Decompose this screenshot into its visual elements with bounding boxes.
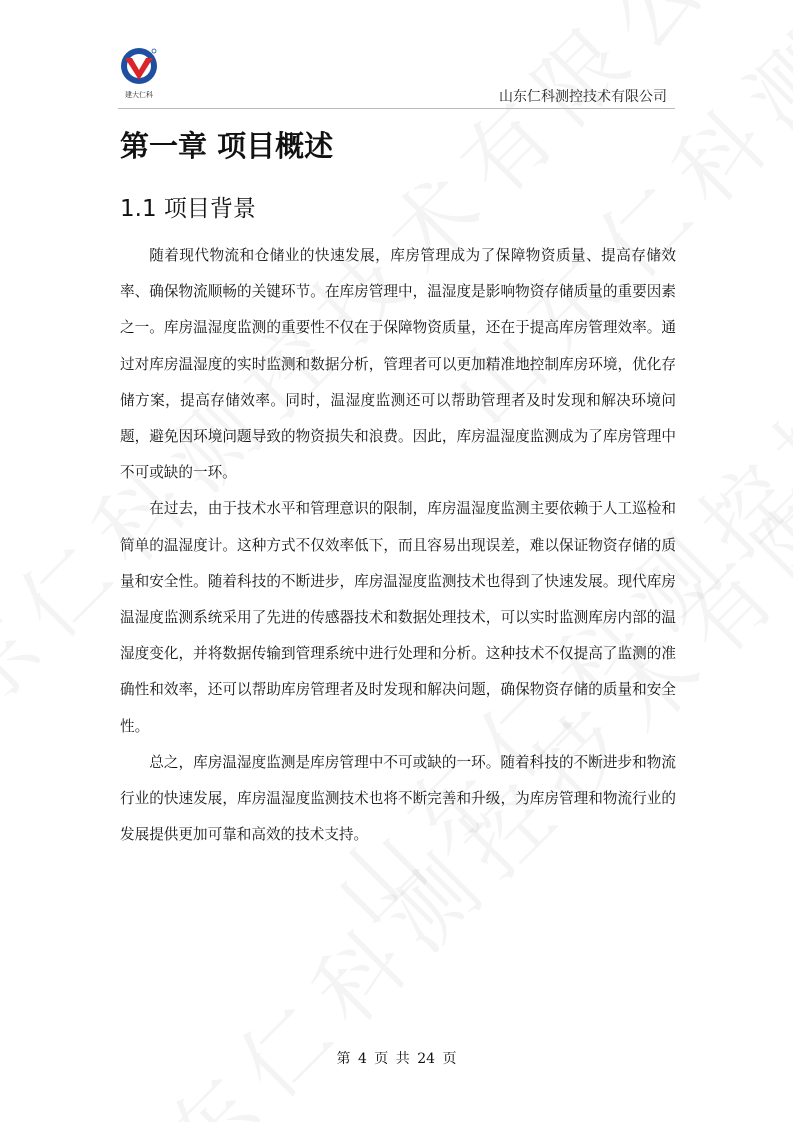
- logo-icon: [116, 44, 162, 90]
- paragraph: 随着现代物流和仓储业的快速发展，库房管理成为了保障物资质量、提高存储效率、确保物流顺畅的关键环节。在库房管理中，温湿度是影响物资存储质量的重要因素之一。库房温湿度监测的重要性不仅在于保障物资质量，还在于提高库房管理效率。通过对库房温湿度的实时监测和数据分析，管理者可以更加精准地控制库房环境，优化存储方案，提高存储效率。同时，温湿度监测还可以帮助管理者及时发现和解决环境问题，避免因环境问题导致的物资损失和浪费。因此，库房温湿度监测成为了库房管理中不可或缺的一环。: [120, 247, 676, 482]
- paragraph: 总之，库房温湿度监测是库房管理中不可或缺的一环。随着科技的不断进步和物流行业的快速发展，库房温湿度监测技术也将不断完善和升级，为库房管理和物流行业的发展提供更加可靠和高效的技术支持。: [120, 753, 676, 844]
- body-text: [120, 238, 676, 853]
- company-logo: [116, 44, 162, 100]
- paragraph: 在过去，由于技术水平和管理意识的限制，库房温湿度监测主要依赖于人工巡检和简单的温湿度计。这种方式不仅效率低下，而且容易出现误差，难以保证物资存储的质量和安全性。随着科技的不断进步，库房温湿度监测技术也得到了快速发展。现代库房温湿度监测系统采用了先进的传感器技术和数据处理技术，可以实时监测库房内部的温湿度变化，并将数据传输到管理系统中进行处理和分析。这种技术不仅提高了监测的准确性和效率，还可以帮助库房管理者及时发现和解决问题，确保物资存储的质量和安全性。: [120, 500, 676, 735]
- company-name: 山东仁科测控技术有限公司: [499, 89, 667, 105]
- page-number: 第 4 页 共 24 页: [336, 1051, 457, 1067]
- chapter-title: 第一章 项目概述: [120, 129, 334, 163]
- section-title: 1.1 项目背景: [120, 196, 256, 222]
- header-divider: [118, 108, 675, 109]
- logo-text: 建大仁科: [125, 91, 153, 99]
